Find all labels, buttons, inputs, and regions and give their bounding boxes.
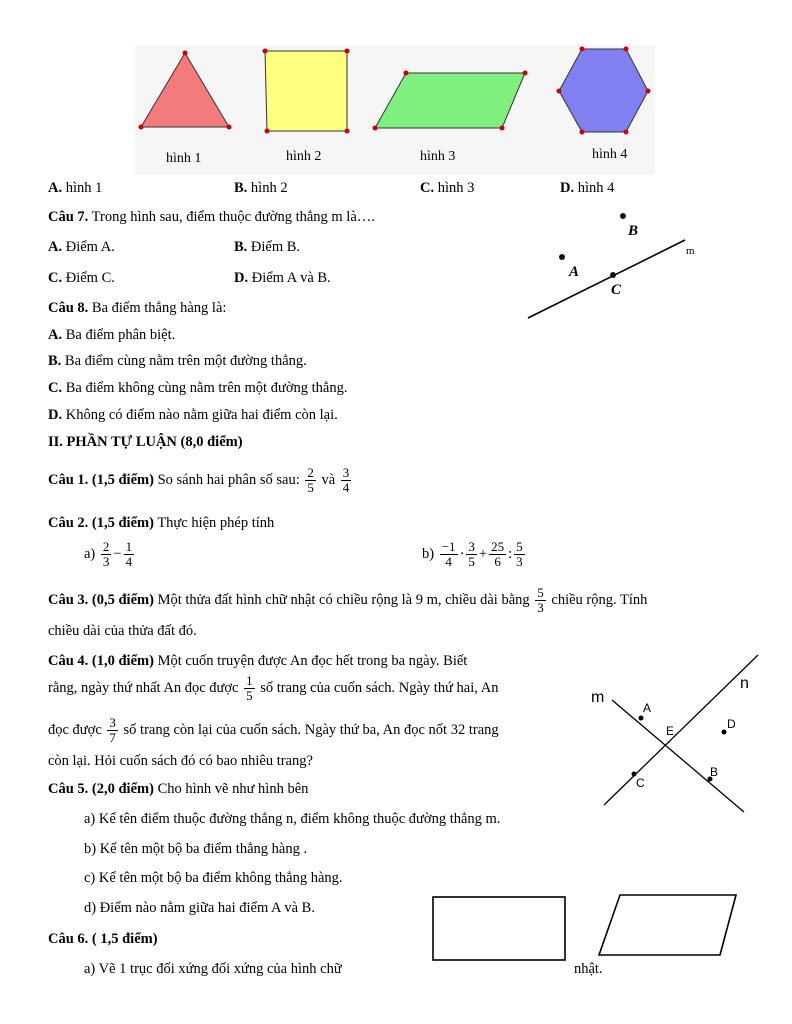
line-m-label: m xyxy=(591,689,605,706)
c5-item-a: a) Kể tên điểm thuộc đường thẳng n, điểm không thuộc đường thẳng m. xyxy=(84,811,501,827)
sq-vertex xyxy=(345,49,350,54)
q8-option-b: B. Ba điểm cùng nằm trên một đường thẳng. xyxy=(48,353,307,369)
q7-figure xyxy=(520,205,710,325)
c6-figure xyxy=(430,892,740,964)
point-b-label: B xyxy=(628,223,639,239)
shape-label-3: hình 3 xyxy=(420,149,456,164)
para-vertex xyxy=(523,71,528,76)
point-a-label: A xyxy=(569,264,580,280)
hex-vertex xyxy=(580,130,585,135)
c2-b: b) $\frac{-1}{4}$ · $\frac{3}{5}$ + $\frac{25}{6}$ : $\frac{5}{3}$ xyxy=(422,539,523,570)
sq-vertex xyxy=(265,129,270,134)
c1-frac1: $\frac{2}{5}$ xyxy=(307,465,314,496)
section-title: II. PHẦN TỰ LUẬN (8,0 điểm) xyxy=(48,434,243,450)
q8-stem: Câu 8. Ba điểm thẳng hàng là: xyxy=(48,300,227,316)
c5-item-b: b) Kể tên một bộ ba điểm thẳng hàng . xyxy=(84,841,308,857)
option-d: D. hình 4 xyxy=(560,180,615,196)
option-a: A. hình 1 xyxy=(48,180,103,196)
sq-vertex xyxy=(263,49,268,54)
c6-item-a: a) Vẽ 1 trục đối xứng đối xứng của hình chữ xyxy=(84,961,342,977)
line-m-label: m xyxy=(686,245,695,257)
c5-figure xyxy=(588,650,768,820)
c2-stem: Câu 2. (1,5 điểm) Thực hiện phép tính xyxy=(48,515,275,531)
line-m xyxy=(612,700,744,812)
c6-stem: Câu 6. ( 1,5 điểm) xyxy=(48,931,158,947)
c3-line2: chiều dài của thửa đất đó. xyxy=(48,623,197,639)
square-shape xyxy=(265,51,347,131)
c5-stem: Câu 5. (2,0 điểm) Cho hình vẽ như hình bên xyxy=(48,781,309,797)
tri-vertex xyxy=(183,51,188,56)
q7-option-b: B. Điểm B. xyxy=(234,239,301,255)
option-b: B. hình 2 xyxy=(234,180,288,196)
point-a-label: A xyxy=(643,701,652,715)
c2-a: a) $\frac{2}{3}$ − $\frac{1}{4}$ xyxy=(84,539,133,570)
point-c-label: C xyxy=(611,282,622,298)
point-c-dot xyxy=(610,272,616,278)
point-e-label: E xyxy=(666,724,675,738)
c5-item-d: d) Điểm nào nằm giữa hai điểm A và B. xyxy=(84,900,315,916)
rectangle-shape xyxy=(433,897,565,960)
c4-line3: đọc được $\frac{3}{7}$ số trang còn lại của cuốn sách. Ngày thứ ba, An đọc nốt 32 trang xyxy=(48,715,499,746)
q7-option-a: A. Điểm A. xyxy=(48,239,115,255)
point-a-dot xyxy=(639,716,644,721)
c5-item-c: c) Kể tên một bộ ba điểm không thẳng hàng. xyxy=(84,870,343,886)
option-c: C. hình 3 xyxy=(420,180,475,196)
sq-vertex xyxy=(345,129,350,134)
line-n-label: n xyxy=(740,675,749,692)
q8-option-d: D. Không có điểm nào nằm giữa hai điểm còn lại. xyxy=(48,407,338,423)
para-vertex xyxy=(500,126,505,131)
hex-vertex xyxy=(557,89,562,94)
q8-option-c: C. Ba điểm không cùng nằm trên một đường thẳng. xyxy=(48,380,348,396)
q7-option-c: C. Điểm C. xyxy=(48,270,115,286)
point-a-dot xyxy=(559,254,565,260)
c4-line2: rằng, ngày thứ nhất An đọc được $\frac{1}{5}$ số trang của cuốn sách. Ngày thứ hai, An xyxy=(48,673,499,704)
q7-option-d: D. Điểm A và B. xyxy=(234,270,331,286)
c4-line4: còn lại. Hỏi cuốn sách đó có bao nhiêu trang? xyxy=(48,753,313,769)
tri-vertex xyxy=(227,125,232,130)
hex-vertex xyxy=(624,130,629,135)
c3-line1: Câu 3. (0,5 điểm) Một thửa đất hình chữ nhật có chiều rộng là 9 m, chiều dài bằng $\frac{5}{3}$ chiều rộng. Tính xyxy=(48,585,648,616)
hex-vertex xyxy=(580,47,585,52)
c1-frac2: $\frac{3}{4}$ xyxy=(342,465,350,496)
point-d-dot xyxy=(722,730,727,735)
c1: Câu 1. (1,5 điểm) So sánh hai phân số sau: $\frac{2}{5}$ và $\frac{3}{4}$ xyxy=(48,465,350,496)
shapes-figure xyxy=(135,45,655,175)
point-b-label: B xyxy=(710,765,719,779)
parallelogram-outline xyxy=(599,895,736,955)
hex-vertex xyxy=(624,47,629,52)
point-d-label: D xyxy=(727,717,736,731)
q8-option-a: A. Ba điểm phân biệt. xyxy=(48,327,176,343)
para-vertex xyxy=(373,126,378,131)
shape-label-2: hình 2 xyxy=(286,149,322,164)
shape-label-1: hình 1 xyxy=(166,151,202,166)
q7-stem: Câu 7. Trong hình sau, điểm thuộc đường thẳng m là…. xyxy=(48,209,375,225)
tri-vertex xyxy=(139,125,144,130)
point-b-dot xyxy=(620,213,626,219)
point-c-label: C xyxy=(636,776,645,790)
hex-vertex xyxy=(646,89,651,94)
c4-line1: Câu 4. (1,0 điểm) Một cuốn truyện được An đọc hết trong ba ngày. Biết xyxy=(48,653,468,669)
line-m xyxy=(528,240,685,318)
para-vertex xyxy=(404,71,409,76)
c6-item-a-end: nhật. xyxy=(574,961,603,977)
shape-label-4: hình 4 xyxy=(592,147,628,162)
